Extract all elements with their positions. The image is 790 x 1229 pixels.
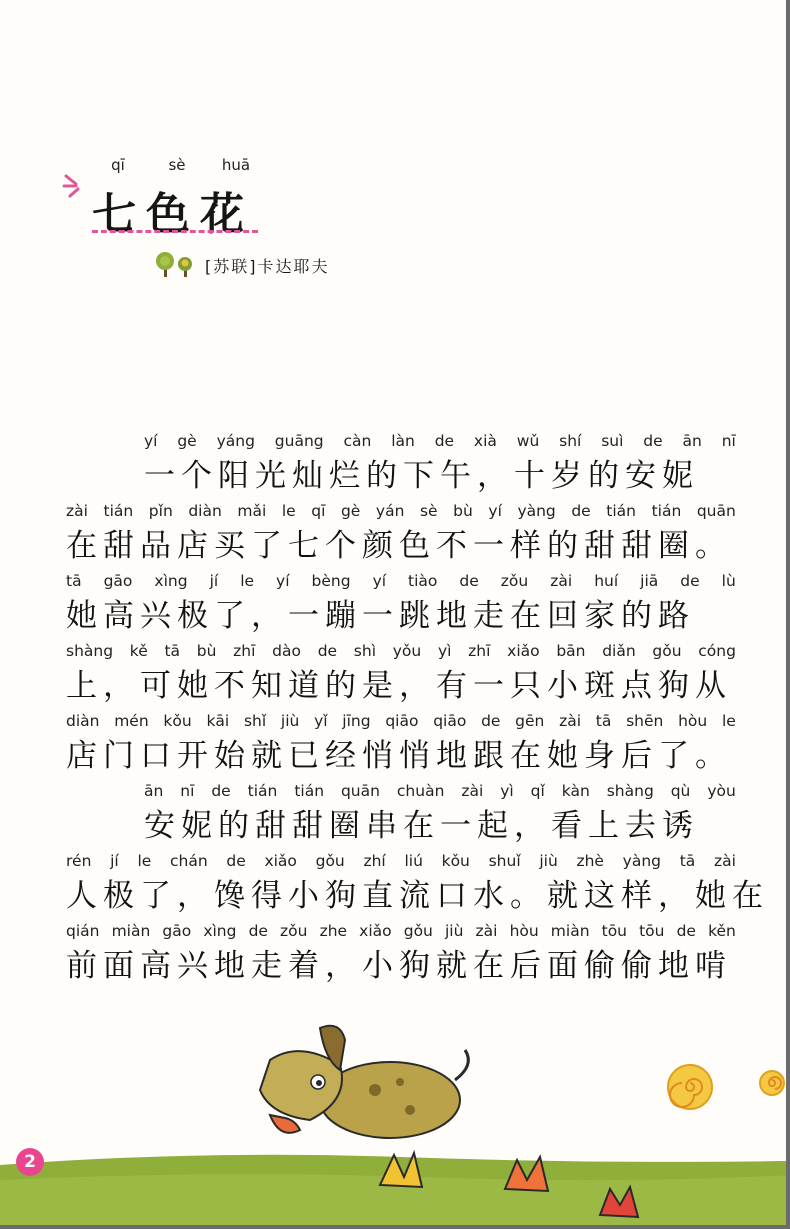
text-line — [66, 922, 736, 988]
text-line — [66, 782, 736, 848]
pinyin-line: yí gè yáng guāng càn làn de xià wǔ shí suì de ān nī — [144, 432, 736, 450]
page-number: 2 — [16, 1148, 44, 1176]
dog-illustration — [240, 1020, 480, 1150]
pinyin-line: qián miàn gāo xìng de zǒu zhe xiǎo gǒu jiù zài hòu miàn tōu tōu de kěn — [66, 922, 736, 940]
pinyin-line: rén jí le chán de xiǎo gǒu zhí liú kǒu shuǐ jiù zhè yàng tā zài — [66, 852, 736, 870]
title-pinyin-1: qī — [111, 156, 125, 174]
pinyin-line: zài tián pǐn diàn mǎi le qī gè yán sè bù yí yàng de tián tián quān — [66, 502, 736, 520]
chinese-line: 一个阳光灿烂的下午，十岁的安妮 — [144, 458, 699, 494]
text-line — [66, 712, 736, 778]
text-line — [66, 852, 769, 918]
candy-swirl-icon — [666, 1062, 714, 1112]
author-name: [苏联]卡达耶夫 — [205, 256, 330, 276]
text-line — [66, 572, 736, 638]
text-line — [66, 502, 736, 568]
sparkle-icon — [62, 170, 90, 200]
candy-swirl-small-icon — [758, 1068, 786, 1098]
title-underline — [92, 230, 258, 233]
chinese-line: 她高兴极了，一蹦一跳地走在回家的路 — [66, 598, 695, 634]
title-pinyin-3: huā — [221, 156, 251, 174]
chinese-line: 上，可她不知道的是，有一只小斑点狗从 — [66, 668, 732, 704]
story-title: 七色花 — [92, 189, 254, 240]
title-pinyin-2: sè — [168, 156, 186, 174]
title-pinyin — [92, 156, 262, 174]
pinyin-line: tā gāo xìng jí le yí bèng yí tiào de zǒu zài huí jiā de lù — [66, 572, 736, 590]
author-row — [155, 250, 330, 280]
pinyin-line: ān nī de tián tián quān chuàn zài yì qǐ kàn shàng qù yòu — [144, 782, 736, 800]
chinese-line: 安妮的甜甜圈串在一起，看上去诱 — [144, 808, 699, 844]
pinyin-line: shàng kě tā bù zhī dào de shì yǒu yì zhī xiǎo bān diǎn gǒu cóng — [66, 642, 736, 660]
text-line — [66, 642, 736, 708]
text-line — [66, 432, 736, 498]
trees-icon — [155, 250, 199, 280]
pinyin-line: diàn mén kǒu kāi shǐ jiù yǐ jīng qiāo qiāo de gēn zài tā shēn hòu le — [66, 712, 736, 730]
chinese-line: 前面高兴地走着，小狗就在后面偷偷地啃 — [66, 948, 732, 984]
chinese-line: 在甜品店买了七个颜色不一样的甜甜圈。 — [66, 528, 732, 564]
chinese-line: 人极了，馋得小狗直流口水。就这样，她在 — [66, 878, 769, 914]
chinese-line: 店门口开始就已经悄悄地跟在她身后了。 — [66, 738, 732, 774]
